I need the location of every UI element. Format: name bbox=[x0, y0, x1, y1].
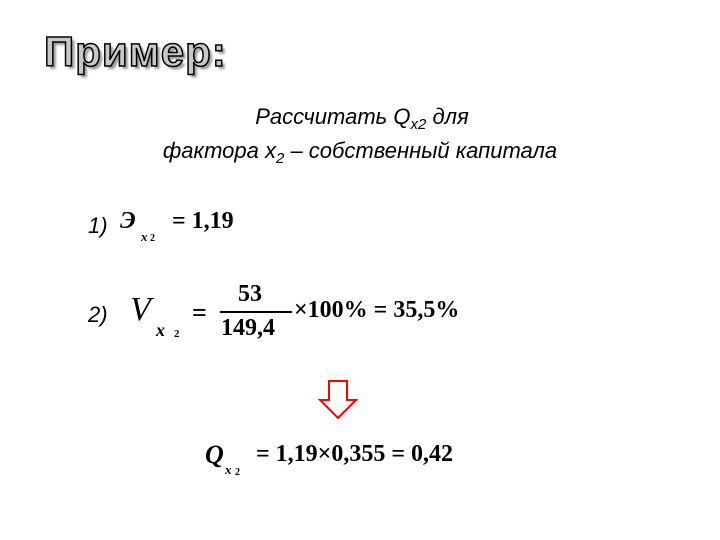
formula-3-rhs: = 1,19×0,355 = 0,42 bbox=[256, 441, 454, 467]
subtitle-line-2-suffix: – собственный капитала bbox=[284, 138, 558, 163]
subtitle-line-1-suffix: для bbox=[426, 104, 469, 129]
slide-title: Пример: bbox=[44, 28, 227, 75]
formula-2-denominator: 149,4 bbox=[221, 315, 275, 341]
down-arrow-icon bbox=[318, 380, 358, 420]
formula-3-symbol: Q bbox=[205, 440, 224, 469]
formula-1-symbol: Э bbox=[120, 208, 136, 234]
subtitle-line-2 bbox=[0, 134, 720, 171]
formula-1-sub-x: x bbox=[141, 229, 148, 244]
subtitle-line-2-prefix: фактора x bbox=[162, 138, 276, 163]
formula-2-symbol: V bbox=[130, 291, 151, 328]
formula-2-sub-x: x bbox=[156, 320, 165, 340]
formula-2-sub-2: 2 bbox=[174, 328, 180, 340]
formula-1-label: 1) bbox=[88, 213, 108, 238]
subtitle-line-2-subscript: 2 bbox=[276, 150, 285, 167]
fraction-bar bbox=[220, 311, 292, 313]
formula-2-label: 2) bbox=[88, 302, 108, 327]
formula-1-rhs: = 1,19 bbox=[172, 208, 234, 234]
subtitle-line-1-prefix: Рассчитать Q bbox=[255, 104, 411, 129]
subtitle-line-1-subscript: x2 bbox=[410, 116, 427, 133]
formula-1-sub-2: 2 bbox=[150, 233, 155, 244]
formula-2-equals: = bbox=[192, 298, 207, 327]
formula-3-sub-x: x bbox=[225, 462, 232, 477]
subtitle-line-1 bbox=[0, 100, 720, 137]
formula-3-sub-2: 2 bbox=[235, 467, 240, 478]
formula-2-rhs: ×100% = 35,5% bbox=[294, 297, 460, 323]
formula-2-numerator: 53 bbox=[238, 281, 262, 307]
